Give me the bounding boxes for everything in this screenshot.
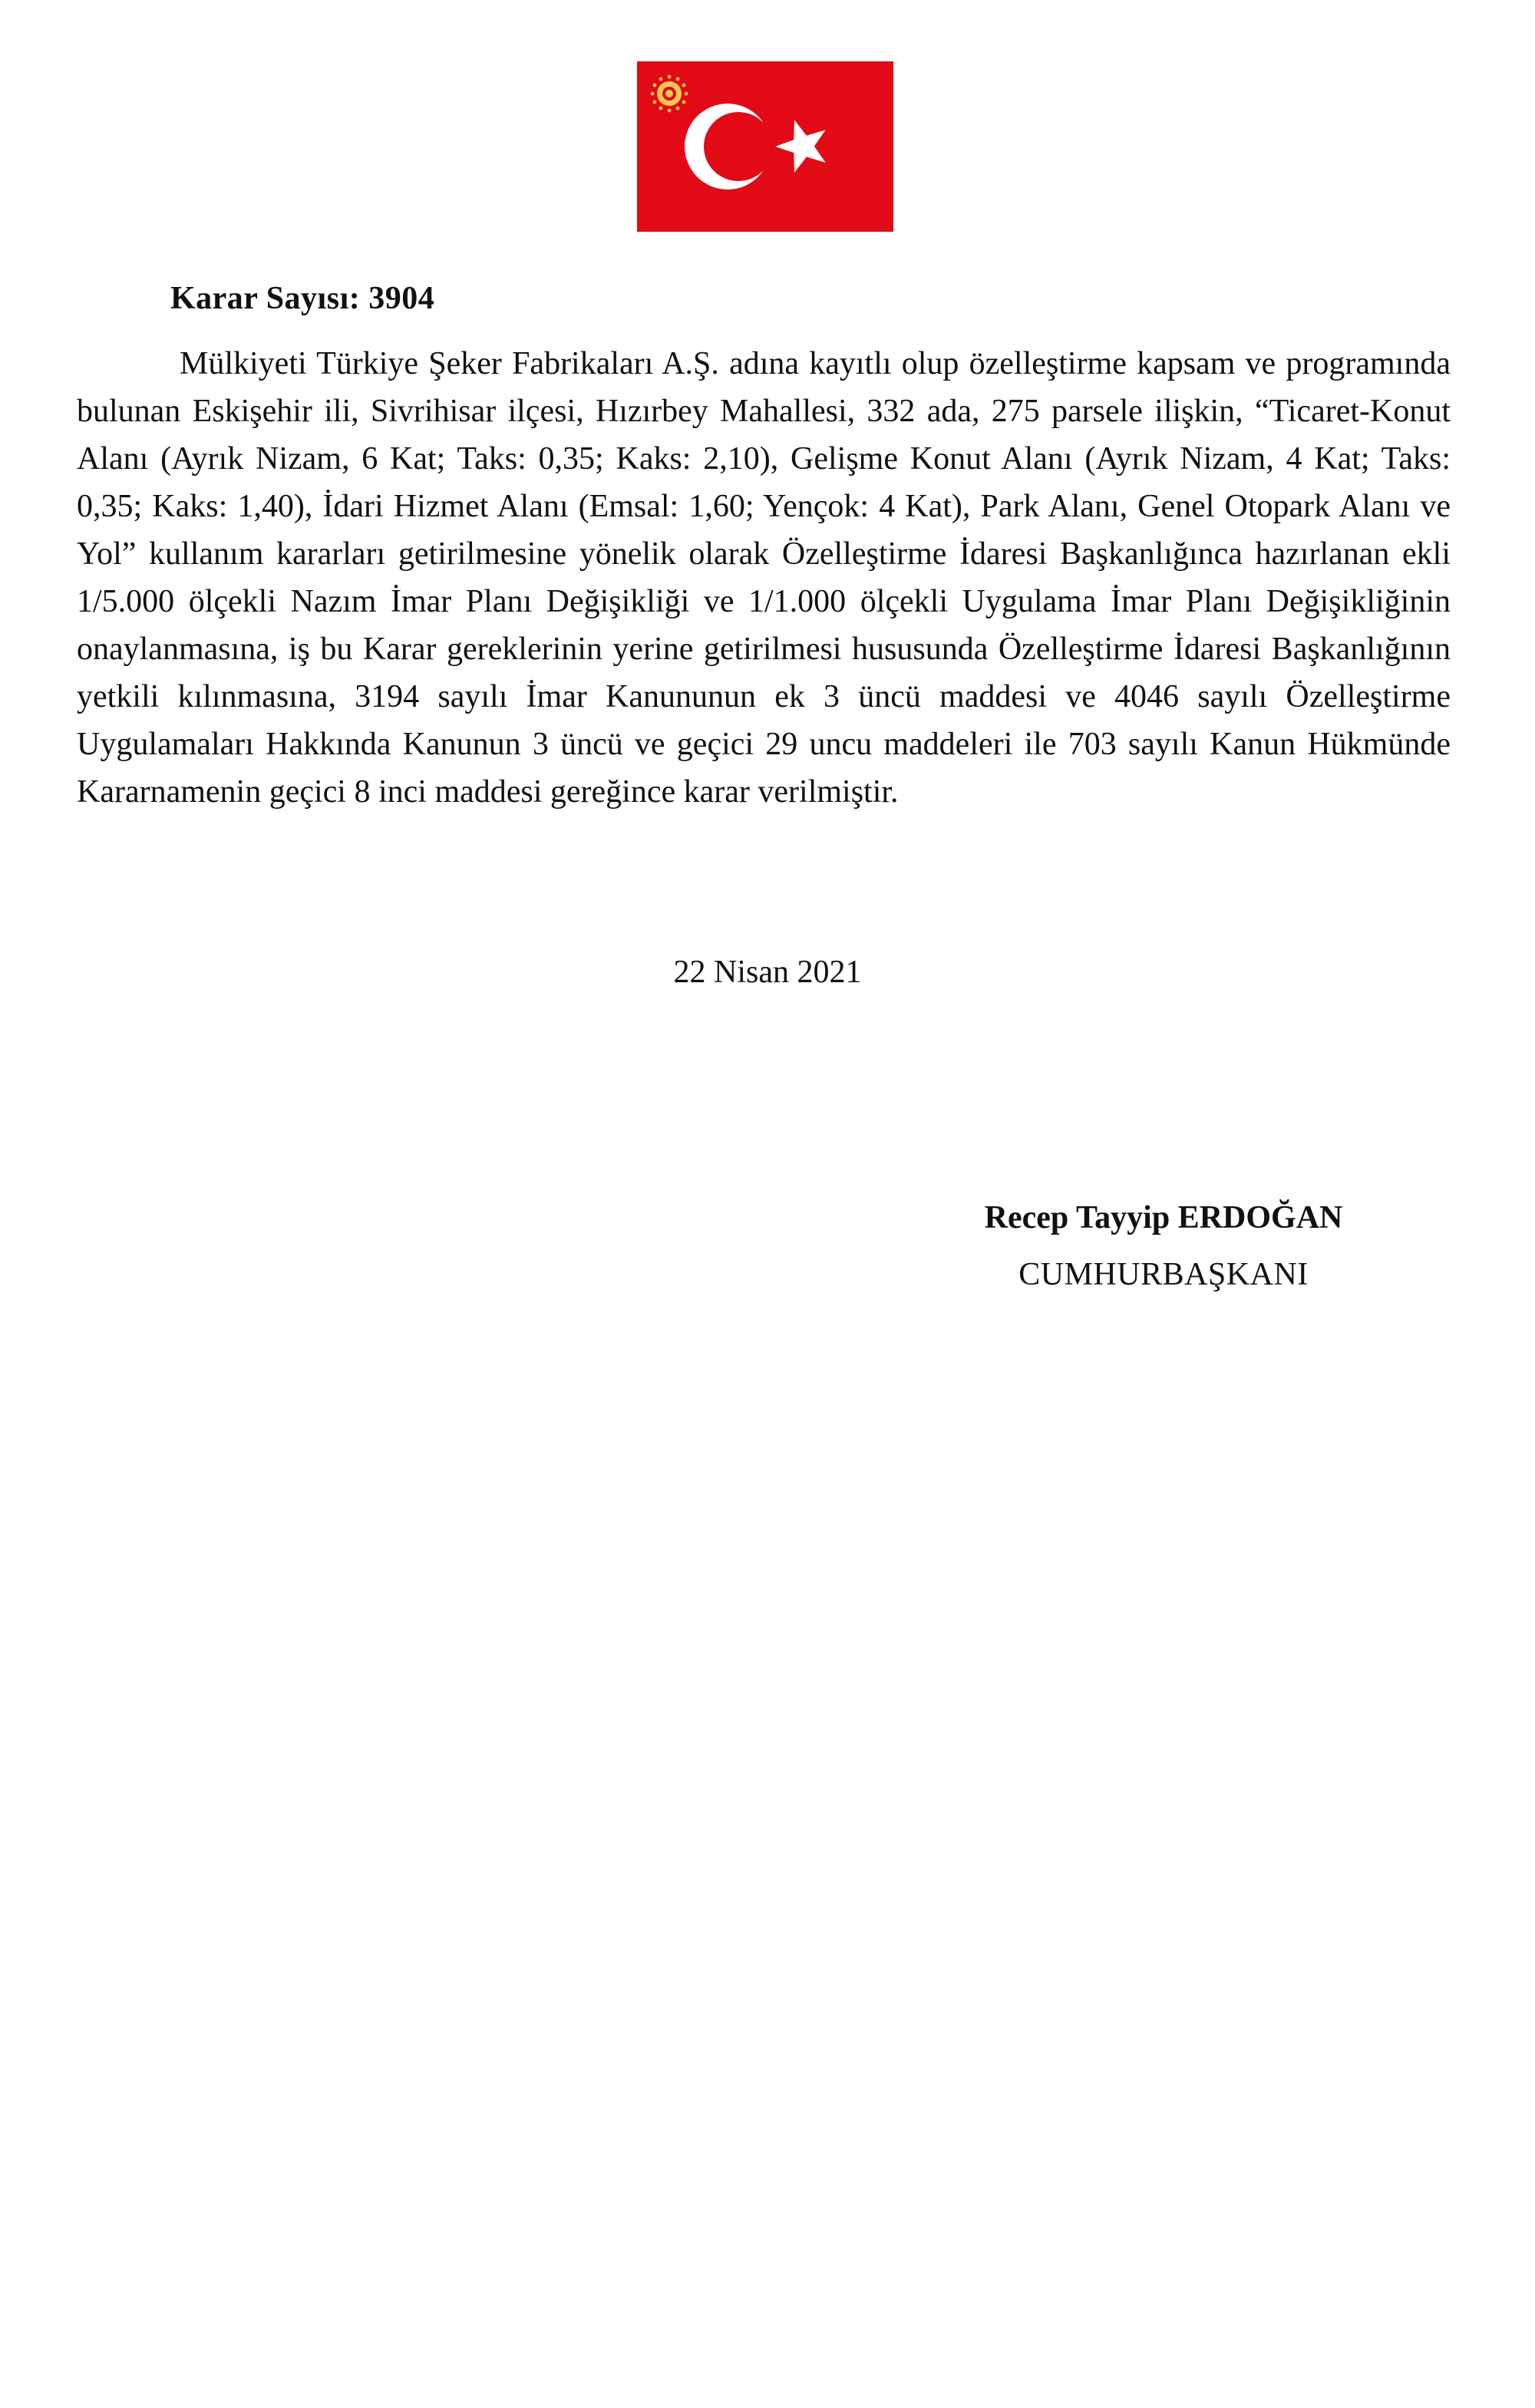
decision-number: Karar Sayısı: 3904: [170, 281, 435, 316]
decision-body-text: Mülkiyeti Türkiye Şeker Fabrikaları A.Ş. adına kayıtlı olup özelleştirme kapsam ve programında bulunan Eskişehir ili, Sivrihisar ilçesi, Hızırbey Mahallesi, 332 ada, 275 parsele ilişkin, “Ticaret-Konut Alanı (Ayrık Nizam, 6 Kat; Taks: 0,35; Kaks: 2,10), Gelişme Konut Alanı (Ayrık Nizam, 4 Kat; Taks: 0,35; Kaks: 1,40), İdari Hizmet Alanı (Emsal: 1,60; Yençok: 4 Kat), Park Alanı, Genel Otopark Alanı ve Yol” kullanım kararları getirilmesine yönelik olarak Özelleştirme İdaresi Başkanlığınca hazırlanan ekli 1/5.000 ölçekli Nazım İmar Planı Değişikliği ve 1/1.000 ölçekli Uygulama İmar Planı Değişikliğinin onaylanmasına, iş bu Karar gereklerinin yerine getirilmesi hususunda Özelleştirme İdaresi Başkanlığının yetkili kılınmasına, 3194 sayılı İmar Kanununun ek 3 üncü maddesi ve 4046 sayılı Özelleştirme Uygulamaları Hakkında Kanunun 3 üncü ve geçici 29 uncu maddeleri ile 703 sayılı Kanun Hükmünde Kararnamenin geçici 8 inci maddesi gereğince karar verilmiştir.: [77, 346, 1451, 810]
turkish-flag-icon: [637, 61, 893, 232]
signer-name: Recep Tayyip ERDOĞAN: [984, 1200, 1343, 1235]
decision-date: 22 Nisan 2021: [673, 955, 862, 990]
signer-title: CUMHURBAŞKANI: [1018, 1257, 1309, 1292]
